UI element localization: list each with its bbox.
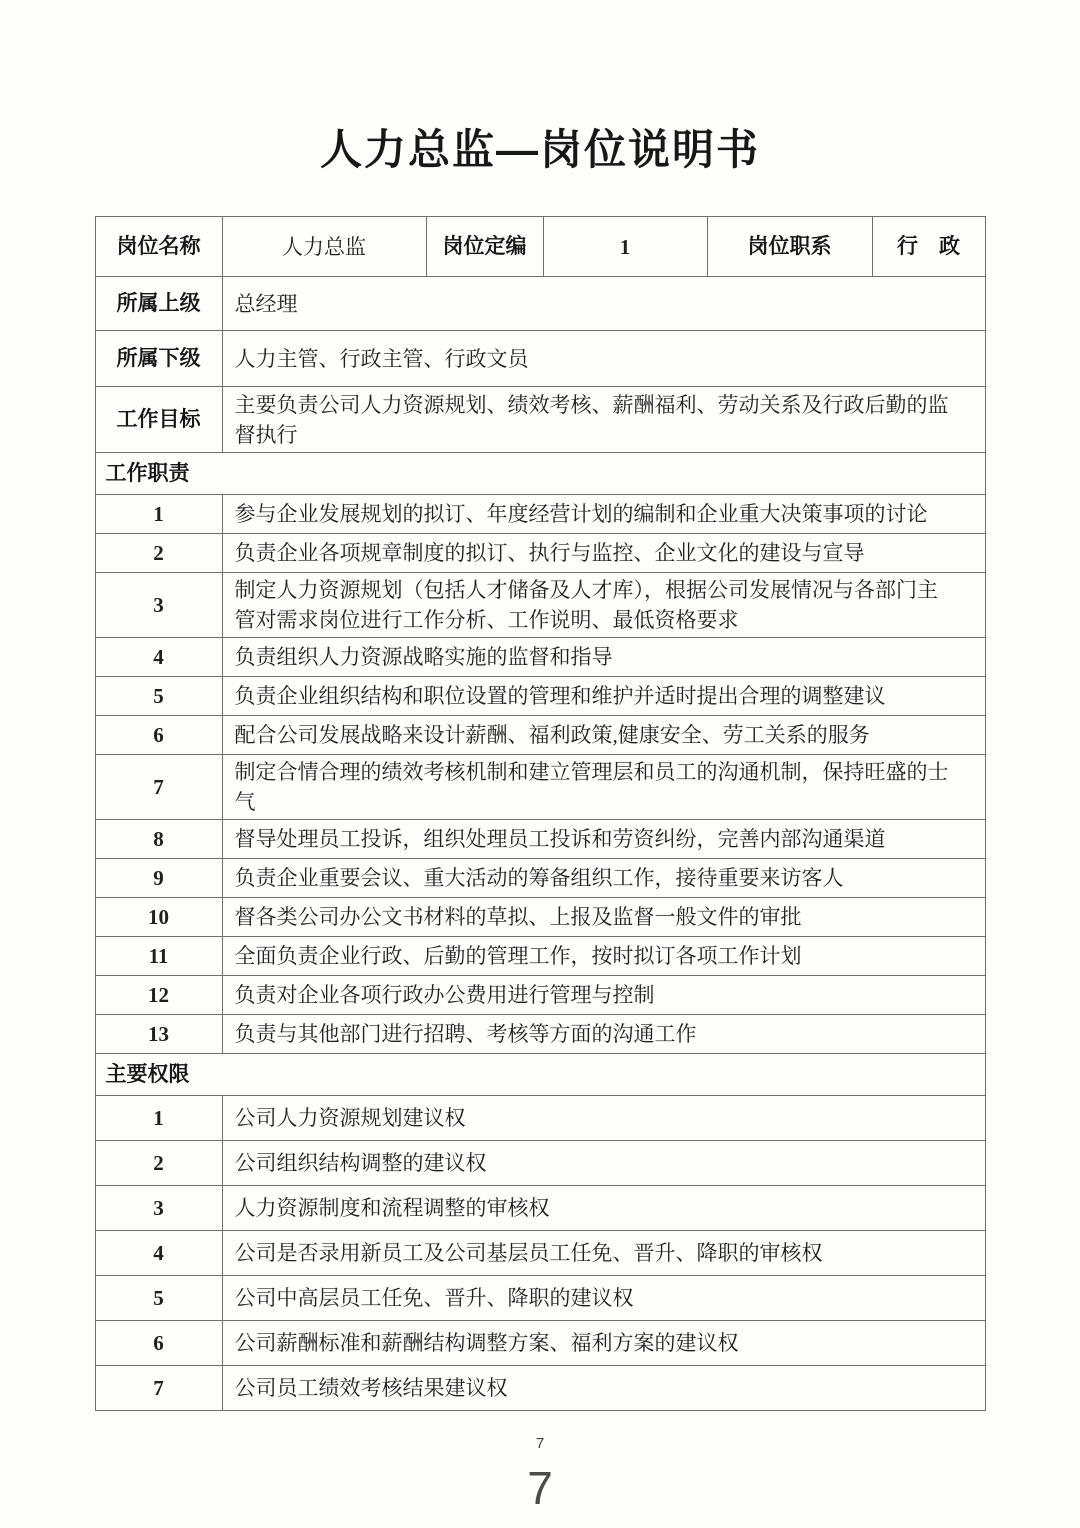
row-text-cell: 负责组织人力资源战略实施的监督和指导: [222, 638, 985, 677]
row-number-cell: 4: [95, 1231, 222, 1276]
row-text-cell: 全面负责企业行政、后勤的管理工作，按时拟订各项工作计划: [222, 937, 985, 976]
table-row: [95, 1321, 985, 1366]
row-text-cell: 制定合情合理的绩效考核机制和建立管理层和员工的沟通机制，保持旺盛的士气: [222, 755, 985, 820]
row-text-cell: 公司中高层员工任免、晋升、降职的建议权: [222, 1276, 985, 1321]
subordinate-value: 人力主管、行政主管、行政文员: [222, 331, 985, 387]
position-name-value: 人力总监: [222, 217, 426, 277]
table-row-authorities-header: [95, 1054, 985, 1096]
footer-page-number: 7: [535, 1435, 545, 1452]
page-footer: [0, 1435, 1080, 1514]
row-number-cell: 12: [95, 976, 222, 1015]
row-number-cell: 5: [95, 677, 222, 716]
table-row-duties-header: [95, 453, 985, 495]
row-number-cell: 2: [95, 534, 222, 573]
objective-label: 工作目标: [95, 387, 222, 453]
row-text-cell: 配合公司发展战略来设计薪酬、福利政策,健康安全、劳工关系的服务: [222, 716, 985, 755]
row-text-cell: 公司员工绩效考核结果建议权: [222, 1366, 985, 1411]
table-row: [95, 638, 985, 677]
row-text-cell: 公司组织结构调整的建议权: [222, 1141, 985, 1186]
job-family-value: 行 政: [872, 217, 985, 277]
row-number-cell: 5: [95, 1276, 222, 1321]
superior-label: 所属上级: [95, 277, 222, 331]
table-row: [95, 937, 985, 976]
row-number-cell: 13: [95, 1015, 222, 1054]
table-row-superior: [95, 277, 985, 331]
row-number-cell: 1: [95, 495, 222, 534]
table-row: [95, 1276, 985, 1321]
row-text-cell: 人力资源制度和流程调整的审核权: [222, 1186, 985, 1231]
table-row: [95, 976, 985, 1015]
table-row: [95, 1141, 985, 1186]
table-row: [95, 677, 985, 716]
table-row: [95, 755, 985, 820]
position-name-label: 岗位名称: [95, 217, 222, 277]
row-number-cell: 11: [95, 937, 222, 976]
row-text-cell: 公司薪酬标准和薪酬结构调整方案、福利方案的建议权: [222, 1321, 985, 1366]
table-row: [95, 1231, 985, 1276]
row-number-cell: 9: [95, 859, 222, 898]
row-text-cell: 负责对企业各项行政办公费用进行管理与控制: [222, 976, 985, 1015]
job-description-table: [95, 216, 986, 1411]
table-row: [95, 1366, 985, 1411]
row-text-cell: 公司是否录用新员工及公司基层员工任免、晋升、降职的审核权: [222, 1231, 985, 1276]
row-number-cell: 7: [95, 755, 222, 820]
table-row: [95, 1015, 985, 1054]
row-number-cell: 3: [95, 573, 222, 638]
row-text-cell: 负责企业重要会议、重大活动的筹备组织工作，接待重要来访客人: [222, 859, 985, 898]
row-number-cell: 4: [95, 638, 222, 677]
subordinate-label: 所属下级: [95, 331, 222, 387]
page-title: 人力总监—岗位说明书: [319, 126, 760, 173]
row-number-cell: 6: [95, 1321, 222, 1366]
footer-page-number-large: 7: [527, 1462, 553, 1514]
table-row: [95, 859, 985, 898]
table-row: [95, 1186, 985, 1231]
table-row-objective: [95, 387, 985, 453]
table-row-subordinate: [95, 331, 985, 387]
row-number-cell: 2: [95, 1141, 222, 1186]
objective-value: 主要负责公司人力资源规划、绩效考核、薪酬福利、劳动关系及行政后勤的监督执行: [222, 387, 985, 453]
table-row: [95, 716, 985, 755]
row-text-cell: 公司人力资源规划建议权: [222, 1096, 985, 1141]
table-row: [95, 898, 985, 937]
headcount-label: 岗位定编: [426, 217, 543, 277]
row-text-cell: 制定人力资源规划（包括人才储备及人才库），根据公司发展情况与各部门主管对需求岗位进行工作分析、工作说明、最低资格要求: [222, 573, 985, 638]
table-row-meta-header: [95, 217, 985, 277]
table-row: [95, 495, 985, 534]
table-row: [95, 1096, 985, 1141]
table-row: [95, 573, 985, 638]
row-text-cell: 督各类公司办公文书材料的草拟、上报及监督一般文件的审批: [222, 898, 985, 937]
row-text-cell: 负责企业各项规章制度的拟订、执行与监控、企业文化的建设与宣导: [222, 534, 985, 573]
row-text-cell: 负责企业组织结构和职位设置的管理和维护并适时提出合理的调整建议: [222, 677, 985, 716]
table-row: [95, 820, 985, 859]
job-family-label: 岗位职系: [707, 217, 872, 277]
row-number-cell: 3: [95, 1186, 222, 1231]
row-number-cell: 6: [95, 716, 222, 755]
duties-section-label: 工作职责: [95, 453, 985, 495]
row-text-cell: 负责与其他部门进行招聘、考核等方面的沟通工作: [222, 1015, 985, 1054]
row-number-cell: 1: [95, 1096, 222, 1141]
table-row: [95, 534, 985, 573]
headcount-value: 1: [543, 217, 707, 277]
authorities-section-label: 主要权限: [95, 1054, 985, 1096]
row-number-cell: 7: [95, 1366, 222, 1411]
row-text-cell: 参与企业发展规划的拟订、年度经营计划的编制和企业重大决策事项的讨论: [222, 495, 985, 534]
superior-value: 总经理: [222, 277, 985, 331]
row-text-cell: 督导处理员工投诉，组织处理员工投诉和劳资纠纷，完善内部沟通渠道: [222, 820, 985, 859]
row-number-cell: 10: [95, 898, 222, 937]
row-number-cell: 8: [95, 820, 222, 859]
